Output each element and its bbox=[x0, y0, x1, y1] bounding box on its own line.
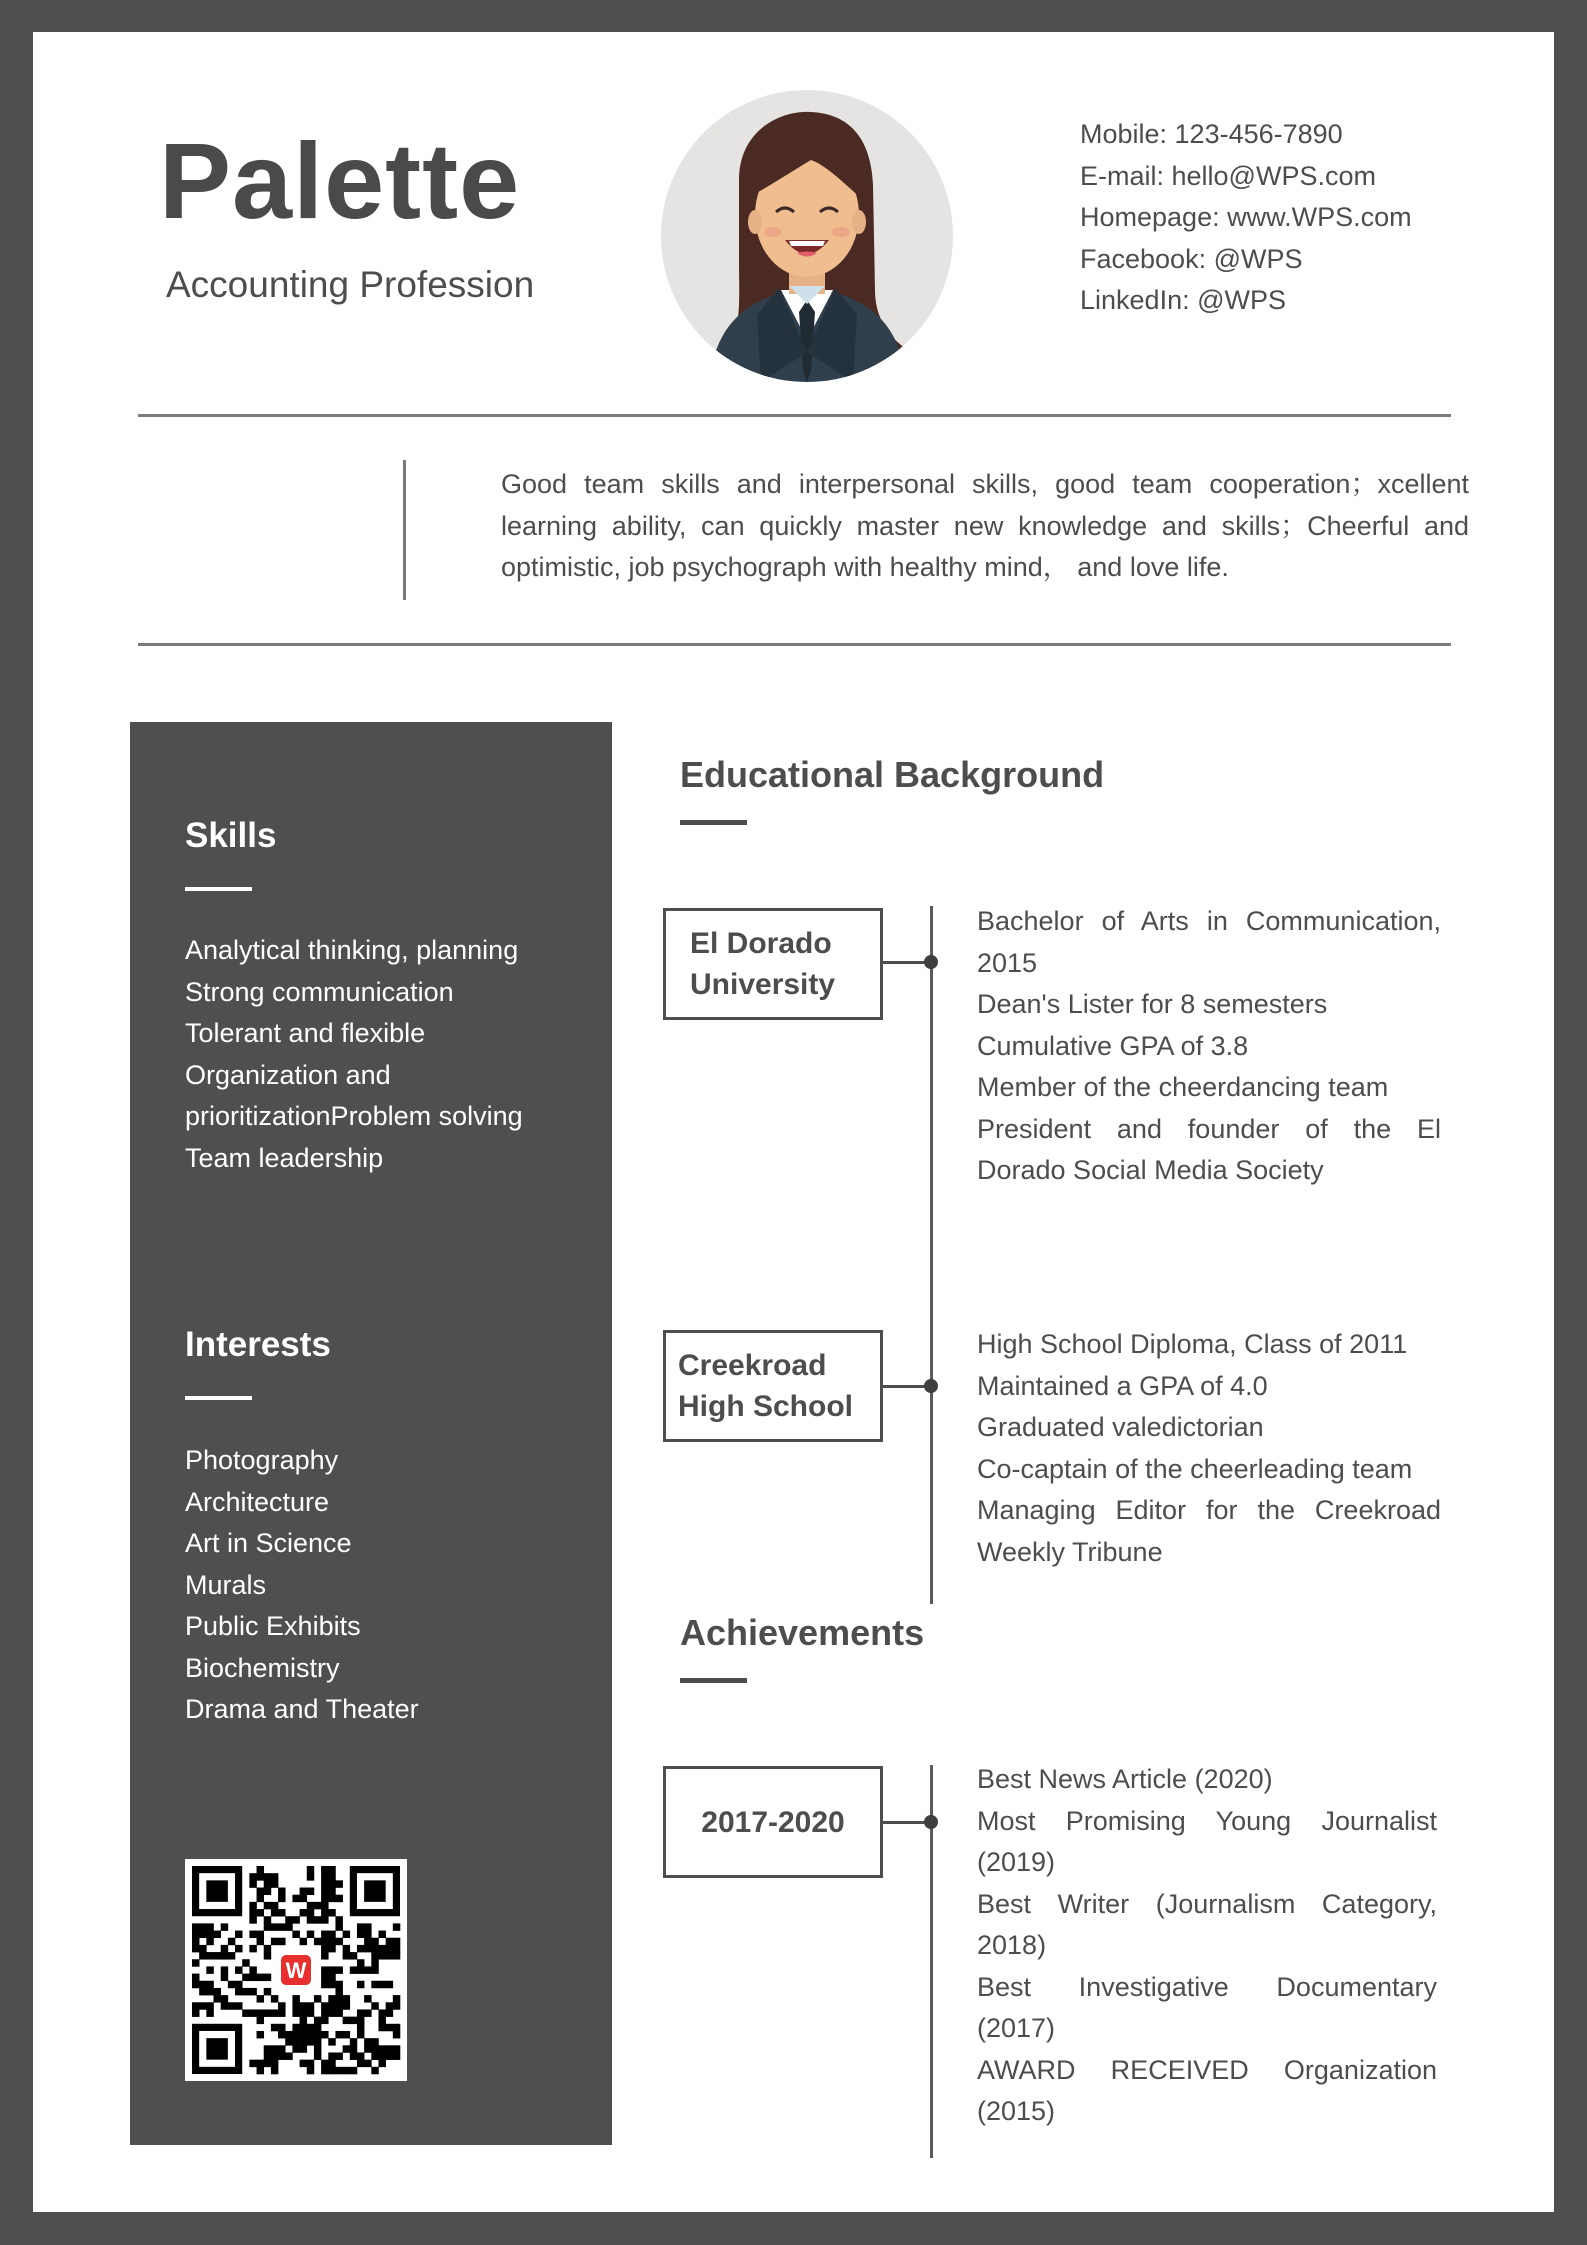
list-item: Art in Science bbox=[185, 1528, 352, 1558]
school-box-creekroad bbox=[663, 1330, 883, 1442]
qr-code[interactable] bbox=[185, 1859, 407, 2081]
detail-line: Best Investigative Documentary bbox=[977, 1971, 1437, 2002]
achievements-details bbox=[977, 1759, 1437, 2133]
list-item: Organization and bbox=[185, 1059, 391, 1090]
detail-line: Weekly Tribune bbox=[977, 1536, 1163, 1567]
school-name-line: High School bbox=[678, 1390, 853, 1423]
header-divider-top bbox=[138, 414, 1451, 417]
contact-homepage: Homepage: www.WPS.com bbox=[1080, 202, 1412, 232]
detail-line: Bachelor of Arts in Communication, bbox=[977, 906, 1441, 936]
detail-line: Maintained a GPA of 4.0 bbox=[977, 1370, 1268, 1401]
avatar bbox=[661, 90, 953, 382]
detail-line: Cumulative GPA of 3.8 bbox=[977, 1030, 1249, 1061]
interests-list bbox=[185, 1440, 419, 1731]
list-item: Drama and Theater bbox=[185, 1694, 419, 1724]
detail-line: AWARD RECEIVED Organization bbox=[977, 2054, 1437, 2085]
qr-code-icon bbox=[185, 1859, 407, 2081]
profession-subtitle: Accounting Profession bbox=[166, 264, 535, 305]
skills-title: Skills bbox=[185, 816, 277, 855]
school-name-line: Creekroad bbox=[678, 1349, 827, 1382]
detail-line: Graduated valedictorian bbox=[977, 1412, 1264, 1442]
list-item: Photography bbox=[185, 1445, 339, 1475]
school-name-line: El Dorado bbox=[690, 927, 832, 960]
list-item: Team leadership bbox=[185, 1142, 384, 1173]
detail-line: Co-captain of the cheerleading team bbox=[977, 1453, 1413, 1484]
sidebar-panel bbox=[130, 722, 612, 2145]
education-underline bbox=[680, 820, 747, 825]
education-timeline-line bbox=[930, 906, 933, 1604]
detail-line: Dorado Social Media Society bbox=[977, 1155, 1324, 1185]
education-details-creekroad bbox=[977, 1324, 1441, 1573]
wps-logo-letter: W bbox=[285, 1958, 307, 1983]
list-item: Murals bbox=[185, 1569, 267, 1600]
detail-line: Best News Article (2020) bbox=[977, 1764, 1273, 1794]
avatar-illustration-icon bbox=[661, 90, 953, 382]
interests-title: Interests bbox=[185, 1325, 331, 1364]
profile-summary: Good team skills and interpersonal skills, good team cooperation；xcellent learning ability, can quickly master new knowledge and skills；Cheerful and optimistic, job psychograph with healthy mind， and love life. bbox=[501, 469, 1469, 582]
education-details-el-dorado bbox=[977, 901, 1441, 1192]
detail-line: Dean's Lister for 8 semesters bbox=[977, 989, 1328, 1019]
skills-list bbox=[185, 930, 523, 1179]
list-item: Biochemistry bbox=[185, 1652, 340, 1683]
school-name-line: University bbox=[690, 968, 836, 1001]
summary-accent-bar bbox=[403, 460, 406, 600]
detail-line: High School Diploma, Class of 2011 bbox=[977, 1329, 1408, 1359]
resume-name: Palette bbox=[159, 120, 521, 241]
contact-mobile: Mobile: 123-456-7890 bbox=[1080, 119, 1343, 149]
achievements-period: 2017-2020 bbox=[701, 1805, 845, 1839]
achievements-title: Achievements bbox=[680, 1612, 925, 1653]
list-item: Strong communication bbox=[185, 976, 454, 1007]
detail-line: 2018) bbox=[977, 1930, 1047, 1960]
school-box-el-dorado bbox=[663, 908, 883, 1020]
detail-line: (2015) bbox=[977, 2096, 1056, 2126]
detail-line: Member of the cheerdancing team bbox=[977, 1072, 1389, 1102]
detail-line: (2017) bbox=[977, 2013, 1056, 2043]
detail-line: Most Promising Young Journalist bbox=[977, 1805, 1437, 1836]
timeline-dot bbox=[924, 1815, 938, 1829]
detail-line: (2019) bbox=[977, 1847, 1056, 1877]
detail-line: President and founder of the El bbox=[977, 1113, 1441, 1144]
timeline-dot bbox=[924, 1379, 938, 1393]
list-item: Public Exhibits bbox=[185, 1611, 361, 1641]
achievements-period-box bbox=[663, 1766, 883, 1878]
header-divider-bottom bbox=[138, 643, 1451, 646]
list-item: Architecture bbox=[185, 1486, 330, 1517]
list-item: Analytical thinking, planning bbox=[185, 935, 519, 965]
timeline-dot bbox=[924, 955, 938, 969]
list-item: prioritizationProblem solving bbox=[185, 1101, 523, 1131]
contact-email: E-mail: hello@WPS.com bbox=[1080, 160, 1376, 191]
detail-line: 2015 bbox=[977, 947, 1038, 978]
detail-line: Best Writer (Journalism Category, bbox=[977, 1888, 1437, 1919]
resume-page bbox=[33, 32, 1554, 2212]
contact-info bbox=[1080, 114, 1412, 322]
education-title: Educational Background bbox=[680, 754, 1105, 795]
contact-linkedin: LinkedIn: @WPS bbox=[1080, 285, 1286, 315]
skills-underline bbox=[185, 887, 252, 891]
contact-facebook: Facebook: @WPS bbox=[1080, 243, 1303, 274]
interests-underline bbox=[185, 1396, 252, 1400]
detail-line: Managing Editor for the Creekroad bbox=[977, 1495, 1441, 1525]
achievements-underline bbox=[680, 1678, 747, 1683]
list-item: Tolerant and flexible bbox=[185, 1018, 426, 1048]
